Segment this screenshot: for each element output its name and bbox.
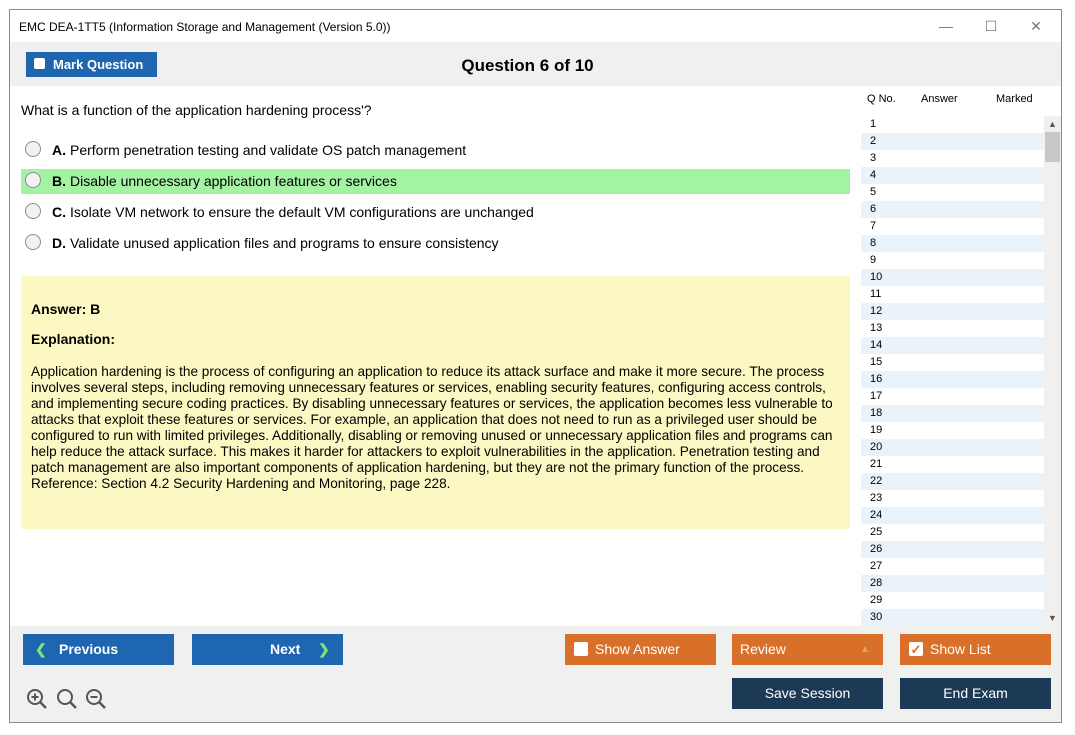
option-b[interactable]: [21, 169, 850, 194]
radio-button[interactable]: [25, 141, 41, 157]
question-list-row[interactable]: 2: [861, 133, 1044, 150]
question-list-row[interactable]: 16: [861, 371, 1044, 388]
radio-button[interactable]: [25, 172, 41, 188]
question-list-row[interactable]: 10: [861, 269, 1044, 286]
chevron-right-icon: ❯: [318, 641, 330, 657]
column-header-answer: Answer: [921, 93, 958, 105]
window-title: EMC DEA-1TT5 (Information Storage and Management (Version 5.0)): [19, 20, 391, 34]
question-list-row[interactable]: 27: [870, 560, 883, 572]
option-text: Validate unused application files and programs to ensure consistency: [70, 235, 499, 251]
question-list-row[interactable]: 26: [861, 541, 1044, 558]
question-list-row[interactable]: 22: [861, 473, 1044, 490]
question-list-header: [861, 86, 1061, 110]
dropdown-arrow-icon: ▲: [860, 644, 870, 655]
question-text: What is a function of the application hardening process'?: [21, 102, 372, 118]
option-letter: D.: [52, 235, 66, 251]
checked-checkbox-icon: ✓: [910, 642, 922, 657]
checkbox-icon: [574, 642, 588, 656]
question-list-row[interactable]: 25: [870, 526, 883, 538]
question-list-row[interactable]: 14: [861, 337, 1044, 354]
maximize-icon[interactable]: ☐: [984, 18, 998, 34]
zoom-in-icon[interactable]: [26, 688, 48, 710]
question-list-row[interactable]: 12: [861, 303, 1044, 320]
question-list-row[interactable]: 5: [870, 186, 877, 198]
scrollbar[interactable]: [1044, 116, 1061, 626]
question-list-row[interactable]: 19: [870, 424, 883, 436]
footer-bar: [10, 626, 1061, 723]
question-list-row[interactable]: 8: [861, 235, 1044, 252]
option-d[interactable]: [21, 231, 850, 256]
question-list-row[interactable]: 21: [870, 458, 883, 470]
next-label: Next: [270, 641, 301, 657]
question-list-row[interactable]: 23: [870, 492, 883, 504]
zoom-out-icon[interactable]: [85, 688, 107, 710]
question-list-row[interactable]: 3: [870, 152, 877, 164]
question-list-row[interactable]: 1: [870, 118, 877, 130]
answer-label: Answer: B: [31, 301, 101, 317]
question-list-body: [861, 116, 1044, 626]
option-letter: A.: [52, 142, 66, 158]
option-text: Disable unnecessary application features or services: [70, 173, 397, 189]
previous-label: Previous: [59, 641, 119, 657]
scroll-up-icon[interactable]: ▲: [1048, 119, 1057, 129]
radio-button[interactable]: [25, 203, 41, 219]
review-label: Review: [740, 641, 786, 657]
question-list-row[interactable]: 18: [861, 405, 1044, 422]
option-a[interactable]: [21, 138, 850, 163]
explanation-label: Explanation:: [31, 331, 116, 347]
close-icon[interactable]: ✕: [1030, 18, 1042, 34]
option-letter: C.: [52, 204, 66, 220]
scroll-thumb[interactable]: [1045, 132, 1060, 162]
question-list-row[interactable]: 13: [870, 322, 883, 334]
option-c[interactable]: [21, 200, 850, 225]
previous-button[interactable]: [23, 634, 174, 665]
show-list-button[interactable]: [900, 634, 1051, 665]
minimize-icon[interactable]: —: [939, 18, 953, 34]
question-counter: Question 6 of 10: [461, 56, 594, 75]
question-list-row[interactable]: 24: [861, 507, 1044, 524]
question-list-row[interactable]: 6: [861, 201, 1044, 218]
question-header: [10, 42, 1061, 86]
question-list-row[interactable]: 20: [861, 439, 1044, 456]
mark-question-label: Mark Question: [53, 57, 144, 72]
option-letter: B.: [52, 173, 66, 189]
save-session-button[interactable]: Save Session: [732, 678, 883, 709]
scroll-down-icon[interactable]: ▼: [1048, 613, 1057, 623]
option-text: Isolate VM network to ensure the default VM configurations are unchanged: [70, 204, 534, 220]
question-list-row[interactable]: 4: [861, 167, 1044, 184]
radio-button[interactable]: [25, 234, 41, 250]
question-list-row[interactable]: 17: [870, 390, 883, 402]
question-list: [861, 86, 1061, 626]
question-list-row[interactable]: 9: [870, 254, 877, 266]
show-list-label: Show List: [930, 641, 991, 657]
title-bar: [10, 10, 1061, 42]
column-header-marked: Marked: [996, 93, 1033, 105]
chevron-left-icon: ❮: [35, 641, 47, 657]
question-list-row[interactable]: 7: [870, 220, 877, 232]
app-window: [9, 9, 1062, 723]
show-answer-button[interactable]: [565, 634, 716, 665]
question-list-row[interactable]: 28: [861, 575, 1044, 592]
question-list-row[interactable]: 11: [870, 288, 882, 300]
question-list-row[interactable]: 30: [861, 609, 1044, 626]
question-list-row[interactable]: 15: [870, 356, 883, 368]
review-button[interactable]: [732, 634, 883, 665]
explanation-text: Application hardening is the process of configuring an application to reduce its attack surface and make it more secure. The process involves several steps, including removing unnecessary features or services, enabling security features, configuring access controls, and implementing secure coding practices. By disabling unnecessary features or services, the application becomes less vulnerable to attacks that exploit these features or services. For example, an application that does not need to run as a privileged user should be configured to run with limited privileges. Additionally, disabling or removing unused or unnecessary application files and programs can help reduce the attack surface. This makes it harder for attackers to exploit vulnerabilities in the application. Penetration testing and patch management are also important components of application hardening, but they are not the primary function of the process. Reference: Section 4.2 Security Hardening and Monitoring, page 228.: [31, 364, 833, 491]
option-text: Perform penetration testing and validate OS patch management: [70, 142, 467, 158]
column-header-qno: Q No.: [867, 93, 896, 105]
answer-panel: [21, 276, 850, 529]
next-button[interactable]: [192, 634, 343, 665]
end-exam-button[interactable]: End Exam: [900, 678, 1051, 709]
question-list-row[interactable]: 29: [870, 594, 883, 606]
show-answer-label: Show Answer: [595, 641, 680, 657]
zoom-reset-icon[interactable]: [56, 688, 78, 710]
